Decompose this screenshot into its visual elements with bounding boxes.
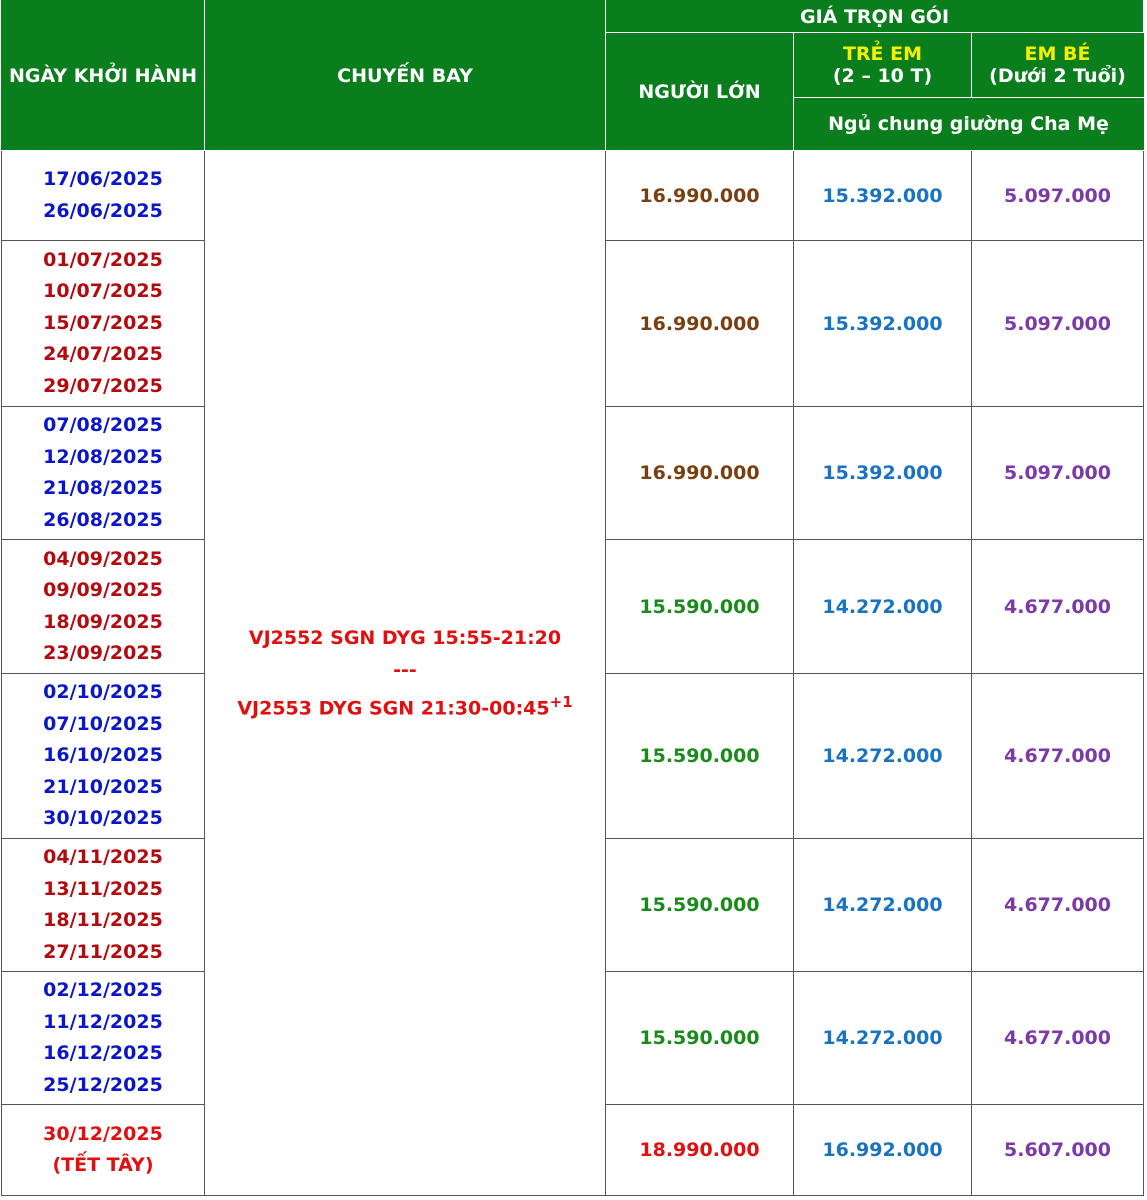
flight-separator: ---: [393, 658, 417, 681]
adult-price: 16.990.000: [606, 151, 794, 241]
departure-date: 21/10/2025: [43, 775, 163, 798]
departure-date: 18/09/2025: [43, 610, 163, 633]
infant-price: 4.677.000: [972, 540, 1144, 674]
departure-date: 29/07/2025: [43, 374, 163, 397]
child-price: 15.392.000: [794, 407, 972, 540]
header-infant: [972, 33, 1144, 98]
child-price: 16.992.000: [794, 1105, 972, 1196]
departure-dates-cell: [2, 1105, 205, 1196]
departure-date: 02/12/2025: [43, 979, 163, 1001]
departure-date: 16/10/2025: [43, 744, 163, 767]
child-price: 15.392.000: [794, 151, 972, 241]
adult-price: 15.590.000: [606, 674, 794, 839]
departure-date: 01/07/2025: [43, 248, 163, 271]
departure-date: 13/11/2025: [43, 877, 163, 900]
flight-return-suffix: +1: [549, 692, 573, 711]
departure-date: 30/12/2025: [43, 1122, 163, 1145]
infant-price: 4.677.000: [972, 839, 1144, 972]
departure-date: 27/11/2025: [43, 940, 163, 963]
header-flight: CHUYẾN BAY: [205, 1, 606, 151]
header-infant-title: EM BÉ: [1024, 43, 1091, 65]
child-price: 14.272.000: [794, 839, 972, 972]
departure-date: 07/10/2025: [43, 712, 163, 735]
header-shared-bed: Ngủ chung giường Cha Mẹ: [794, 98, 1144, 151]
header-departure-date: NGÀY KHỞI HÀNH: [2, 1, 205, 151]
departure-date: 04/11/2025: [43, 846, 163, 868]
child-price: 14.272.000: [794, 972, 972, 1105]
flight-return-line: [205, 686, 605, 724]
departure-date: 04/09/2025: [43, 547, 163, 570]
departure-date: 18/11/2025: [43, 909, 163, 931]
header-adult: NGƯỜI LỚN: [606, 33, 794, 151]
infant-price: 5.607.000: [972, 1105, 1144, 1196]
departure-date: (TẾT TÂY): [52, 1154, 154, 1176]
infant-price: 5.097.000: [972, 407, 1144, 540]
departure-date: 25/12/2025: [43, 1073, 163, 1096]
infant-price: 4.677.000: [972, 674, 1144, 839]
departure-date: 21/08/2025: [43, 477, 163, 499]
adult-price: 16.990.000: [606, 241, 794, 407]
departure-dates-cell: [2, 972, 205, 1105]
child-price: 14.272.000: [794, 540, 972, 674]
departure-dates-cell: [2, 839, 205, 972]
departure-date: 12/08/2025: [43, 445, 163, 468]
adult-price: 15.590.000: [606, 839, 794, 972]
departure-date: 24/07/2025: [43, 343, 163, 366]
price-table: [1, 0, 1144, 1196]
infant-price: 5.097.000: [972, 151, 1144, 241]
flight-info-cell: [205, 151, 606, 1196]
child-price: 15.392.000: [794, 241, 972, 407]
departure-date: 15/07/2025: [43, 311, 163, 334]
header-child-age: (2 – 10 T): [832, 65, 933, 87]
departure-dates-cell: [2, 241, 205, 407]
adult-price: 16.990.000: [606, 407, 794, 540]
departure-date: 09/09/2025: [43, 579, 163, 601]
departure-date: 26/06/2025: [43, 199, 163, 222]
departure-date: 17/06/2025: [43, 168, 163, 190]
flight-outbound: VJ2552 SGN DYG 15:55-21:20: [248, 626, 562, 649]
adult-price: 15.590.000: [606, 540, 794, 674]
header-infant-age: (Dưới 2 Tuổi): [989, 65, 1126, 87]
departure-dates-cell: [2, 407, 205, 540]
flight-return: VJ2553 DYG SGN 21:30-00:45: [237, 697, 550, 720]
header-package-price: GIÁ TRỌN GÓI: [606, 1, 1144, 33]
departure-date: 07/08/2025: [43, 414, 163, 436]
header-child-title: TRẺ EM: [842, 43, 923, 65]
departure-date: 23/09/2025: [43, 642, 163, 664]
departure-date: 11/12/2025: [43, 1010, 163, 1033]
child-price: 14.272.000: [794, 674, 972, 839]
departure-dates-cell: [2, 540, 205, 674]
departure-dates-cell: [2, 674, 205, 839]
table-row: [2, 151, 1144, 241]
infant-price: 5.097.000: [972, 241, 1144, 407]
header-child: [794, 33, 972, 98]
departure-date: 30/10/2025: [43, 807, 163, 830]
departure-date: 02/10/2025: [43, 681, 163, 704]
adult-price: 15.590.000: [606, 972, 794, 1105]
departure-date: 10/07/2025: [43, 280, 163, 303]
adult-price: 18.990.000: [606, 1105, 794, 1196]
infant-price: 4.677.000: [972, 972, 1144, 1105]
departure-date: 16/12/2025: [43, 1042, 163, 1064]
departure-dates-cell: [2, 151, 205, 241]
departure-date: 26/08/2025: [43, 508, 163, 531]
